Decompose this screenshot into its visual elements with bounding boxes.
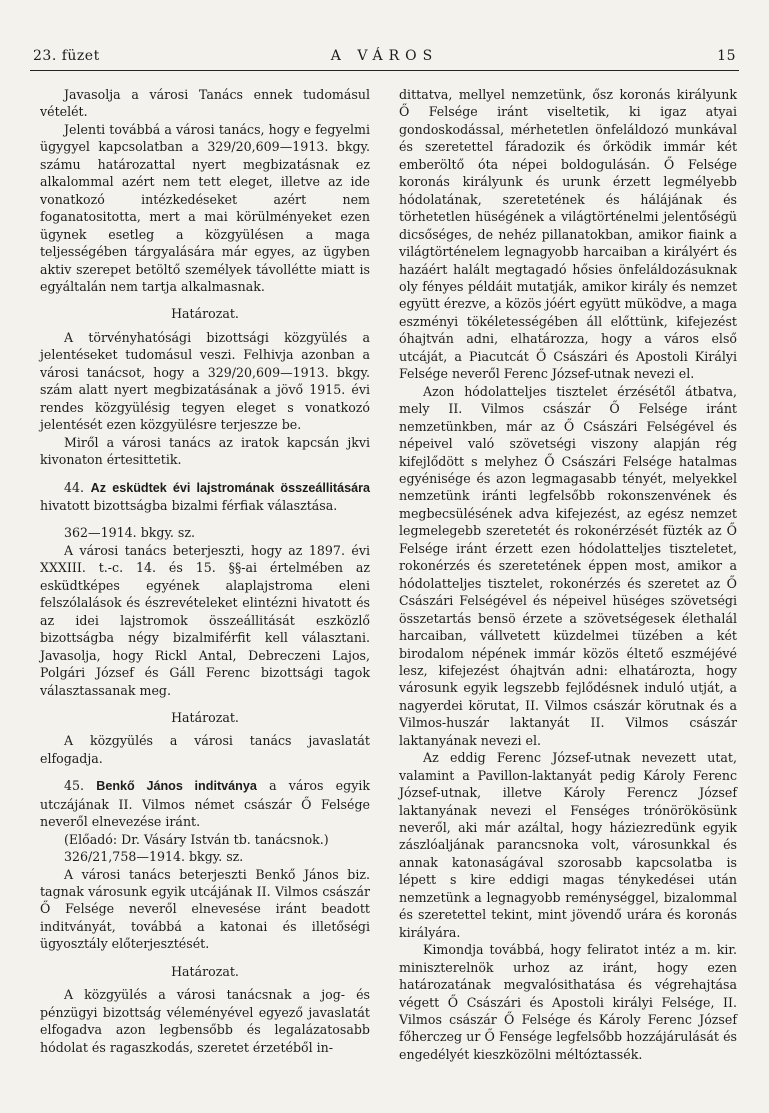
paragraph: A törvényhatósági bizottsági közgyülés a jelentéseket tudomásul veszi. Felhivja azonban a városi tanácsot, hogy a 329/20,609—1913. bkgy. szám alatt nyert megbizatásának a jövő 1915. évi rendes közgyülésig tegyen eleget s vonatkozó jelentését ezen közgyülésre terjeszze be.	[40, 329, 370, 433]
paragraph: (Előadó: Dr. Vásáry István tb. tanácsnok.)	[64, 831, 329, 847]
paragraph: A városi tanács beterjeszti, hogy az 1897. évi XXXIII. t.-c. 14. és 15. §§-ai értelmében az esküdtképes egyének alaplajstroma eleni felszólalások és észrevételeket elintézni hivatott és az idei lajstromok összeállitását eszközlő bizottságba négy bizalmiférfit kell választani. Javasolja, hogy Rickl Antal, Debreczeni Lajos, Polgári József és Gáll Ferenc bizottsági tagok választassanak meg.	[40, 542, 370, 698]
agenda-item-number: 44.	[64, 479, 85, 495]
paragraph: Javasolja a városi Tanács ennek tudomásul vételét.	[40, 87, 370, 120]
paragraph: Az eddig Ferenc József-utnak nevezett utat, valamint a Pavillon-laktanyát pedig Károly Ferenc József-utnak, illetve Károly Ferencz József laktanyának nevezi el Fenséges trónörökösünk neveről, aki már azáltal, hogy háziezredünk egyik zászlóaljának parancsnoka volt, városunkkal és annak katonaságával szorosabb kapcsolatba is lépett s kire eddigi magas ténykedései után nemzetünk a legnagyobb reménységgel, bizalommal és szeretettel tekint, mint jövendő urára és koronás királyára.	[399, 750, 737, 940]
agenda-item-number: 45.	[64, 778, 85, 794]
paragraph: 326/21,758—1914. bkgy. sz.	[64, 849, 244, 865]
paragraph: Miről a városi tanács az iratok kapcsán jkvi kivonaton értesittetik.	[40, 434, 370, 468]
section-heading: Határozat.	[171, 709, 239, 725]
spacer	[40, 767, 370, 777]
paragraph: Jelenti továbbá a városi tanács, hogy e fegyelmi ügygyel kapcsolatban a 329/20,609—1913. bkgy. számu határozattal nyert megbizatásnak ez alkalommal azért nem tett eleget, illetve az ide vonatkozó intézkedéseket azért nem foganatositotta, mert a mai körülményeket ezen ügynek esetleg a közgyülésen a maga teljességében tárgyalására már egyes, az ügyben aktiv szerepet betöltő személyek távollétte miatt is egyáltalán nem tartja alkalmasnak.	[40, 121, 370, 294]
paragraph: Azon hódolatteljes tisztelet érzésétől átbatva, mely II. Vilmos császár Ő Felsége iránt nemzetünkben, már az Ő Császári Felségével és népeivel való szövetségi viszony alapján rég kifejlődött s melyhez Ő Császári Felsége hatalmas egyénisége és azon legmagasabb tényét, melyekkel nemzetünk iránti legfelsőbb rokonszenvének és megbecsülésének adva kifejezést, az egész nemzet legmelegebb szeretetét és rokonérzését füzték az Ő Felsége iránt érzett ezen hódolatteljes tiszteletet, rokonérzés és szeretetének éppen most, amikor a hódolatteljes tisztelet, rokonérzés és szeretet az Ő Császári Felségével és népeivel hüséges szövetségi összetartás bensö érzete a szövetségesek élethalál harcaiban, vállvetett küzdelmei tüzében a két birodalom népének immár közös éltető eszméjévé lesz, kifejezést óhajtván adni: elhatározta, hogy városunk egyik legszebb fejlődésnek induló utját, a nagyerdei körutat, II. Vilmos császár körutnak és a Vilmos-huszár laktanyát II. Vilmos császár laktanyának nevezi el.	[399, 383, 737, 748]
section-heading: Határozat.	[171, 306, 239, 322]
issue-number: 23. füzet	[33, 48, 100, 64]
spacer	[40, 514, 370, 524]
agenda-item-title: Az esküdtek évi lajstromának összeállitására	[90, 480, 370, 495]
page-header	[30, 48, 739, 71]
agenda-item-title: Benkő János inditványa	[96, 779, 257, 794]
spacer	[40, 469, 370, 479]
paragraph: A közgyülés a városi tanács javaslatát elfogadja.	[40, 733, 370, 766]
paragraph: A városi tanács beterjeszti Benkő János biz. tagnak városunk egyik utcájának II. Vilmos császár Ő Felsége neveről elnevesése iránt beadott inditványát, továbbá a katonai és illetőségi ügyosztály előterjesztését.	[40, 866, 370, 952]
agenda-item	[40, 777, 370, 830]
left-column	[40, 86, 370, 1056]
agenda-item-text: hivatott bizottságba bizalmi férfiak választása.	[40, 497, 338, 513]
right-column	[399, 86, 737, 1063]
paragraph: A közgyülés a városi tanácsnak a jog- és pénzügyi bizottság véleményével egyező javaslatát elfogadva azon legbensőbb és legalázatosabb hódolat és ragaszkodás, szeretet érzetéből in-	[40, 987, 370, 1055]
journal-title: A VÁROS	[330, 48, 439, 64]
agenda-item-text: a város egyik utczájának II. Vilmos német császár Ő Felsége neveről elnevezése iránt.	[40, 778, 370, 830]
agenda-item	[40, 479, 370, 515]
paragraph: 362—1914. bkgy. sz.	[64, 525, 195, 541]
paragraph: Kimondja továbbá, hogy feliratot intéz a m. kir. miniszterelnök urhoz az iránt, hogy ezen határozatának megvalósithatása és végrehajtása végett Ő Császári és Apostoli királyi Felsége, II. Vilmos császár Ő Felsége és Károly Ferenc József főherczeg ur Ő Fensége legfelsőbb hozzájárulását és engedélyét kieszközölni méltóztassék.	[399, 942, 737, 1062]
paragraph: dittatva, mellyel nemzetünk, ősz koronás királyunk Ő Felsége iránt viseltetik, ki igaz atyai gondoskodással, mérhetetlen önfeláldozó munkával és szeretettel fáradozik és őrködik immár két emberöltő óta népei boldogulásán. Ő Felsége koronás királyunk és urunk érzett legmélyebb hódolatának, szeretetének és hálájának és törhetetlen hüségének a világtörténelmi jelentőségü dicsőséges, de nehéz pillanatokban, amikor fiaink a világtörténelem legnagyobb harcaiban a királyért és hazáért halált megtagadó hősies önfeláldozásuknak oly fényes példáit mutatják, amikor király és nemzet együtt érezve, a közös jóért együtt müködve, a maga eszményi tökéletességében áll előttünk, kifejezést óhajtván adni, elhatározza, hogy a város első utcáját, a Piacutcát Ő Császári és Apostoli Királyi Felsége neveről Ferenc József-utnak nevezi el.	[399, 87, 737, 382]
section-heading: Határozat.	[171, 963, 239, 979]
page-number: 15	[717, 48, 736, 64]
